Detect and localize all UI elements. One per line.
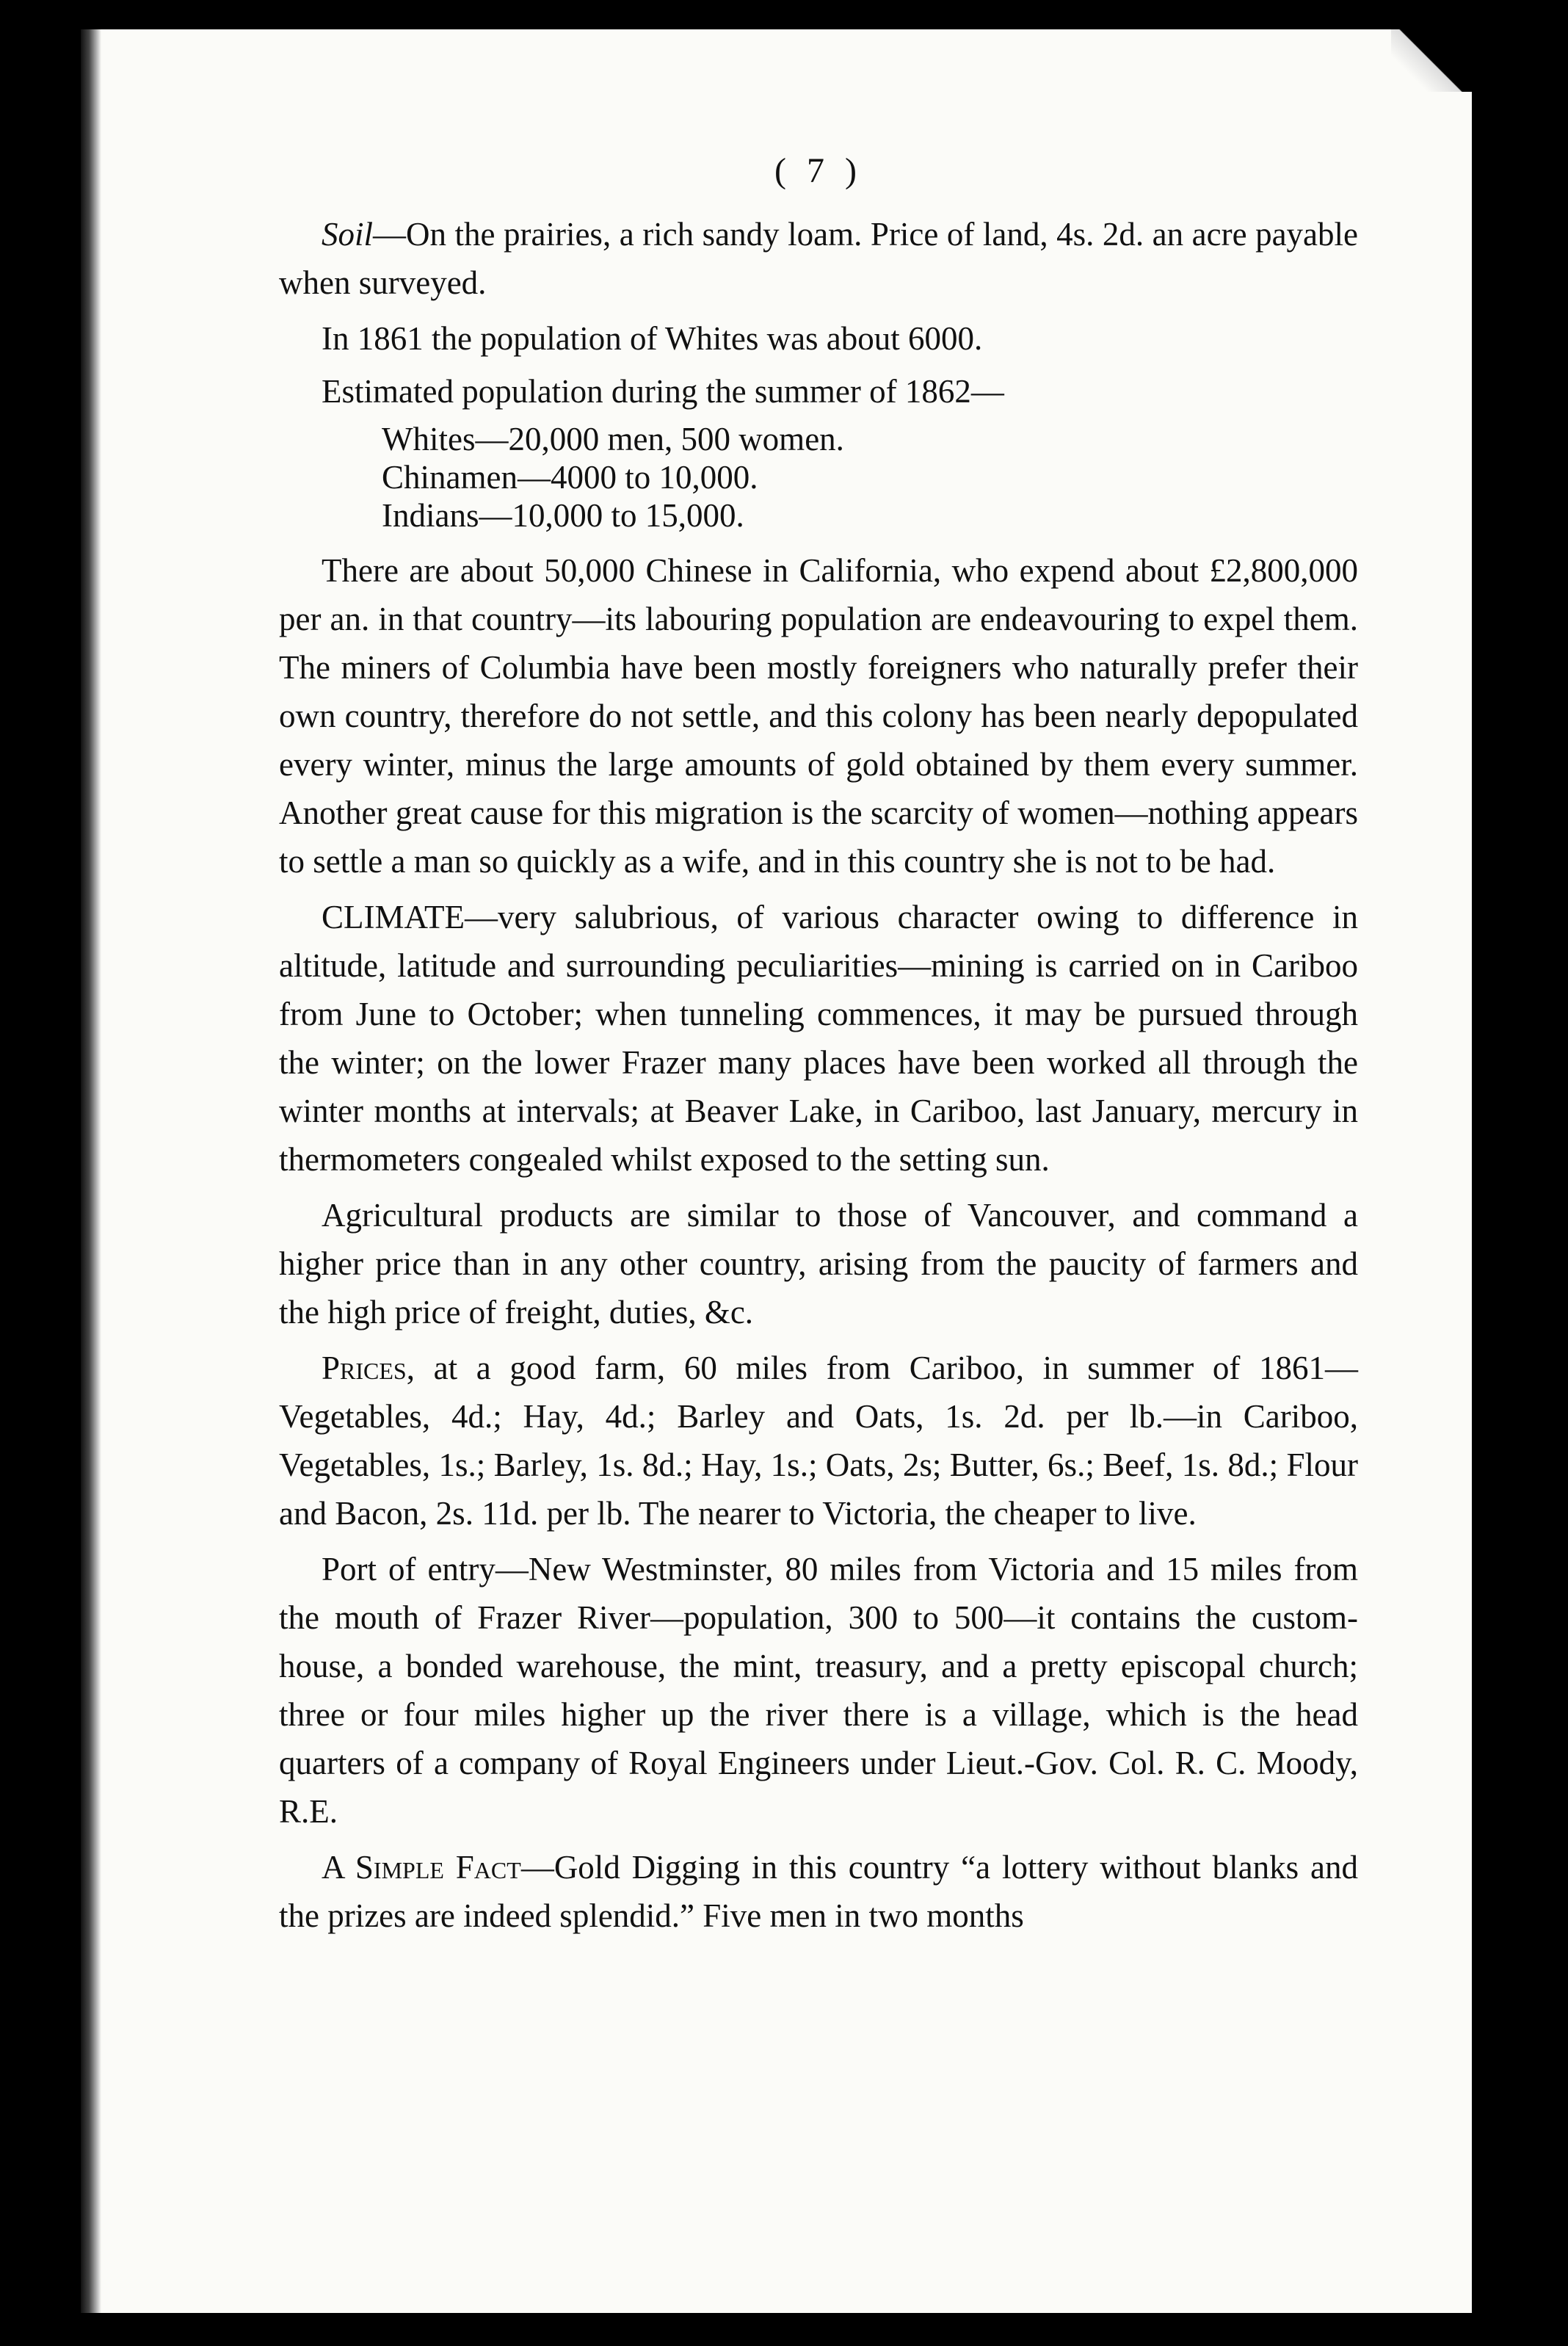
prices-paragraph: [279, 1344, 1358, 1538]
prices-text: , at a good farm, 60 miles from Cariboo, in summer of 1861—Vegetables, 4d.; Hay, 4d.; Barley and Oats, 1s. 2d. per lb.—in Cariboo, Vegetables, 1s.; Barley, 1s. 8d.; Hay, 1s.; Oats, 2s; Butter, 6s.; Beef, 1s. 8d.; Flour and Bacon, 2s. 11d. per lb. The nearer to Victoria, the cheaper to live.: [279, 1350, 1358, 1532]
estimate-list: [279, 420, 1358, 535]
estimate-item-whites: Whites—20,000 men, 500 women.: [382, 421, 844, 457]
population-1861: In 1861 the population of Whites was about 6000.: [322, 320, 983, 357]
binding-edge: [81, 29, 101, 2313]
simple-fact-lead: A Simple Fact: [322, 1849, 521, 1886]
estimate-item-indians: Indians—10,000 to 15,000.: [382, 497, 744, 534]
soil-lead: Soil: [322, 216, 374, 253]
simple-fact-paragraph: [279, 1843, 1358, 1940]
agriculture-paragraph: Agricultural products are similar to those of Vancouver, and command a higher price than in any other country, arising from the paucity of farmers and the high price of freight, duties, &c.: [279, 1197, 1358, 1331]
page-number: ( 7 ): [774, 151, 863, 190]
estimate-heading: Estimated population during the summer of 1862—: [322, 373, 1004, 410]
climate-text: —very salubrious, of various character owing to difference in altitude, latitude and surrounding peculiarities—mining is carried on in Cariboo from June to October; when tunneling commences, it may be pursued through the winter; on the lower Frazer many places have been worked all through the winter months at intervals; at Beaver Lake, in Cariboo, last January, mercury in thermometers congealed whilst exposed to the setting sun.: [279, 899, 1358, 1178]
simple-fact-text: —Gold Digging in this country “a lottery without blanks and the prizes are indeed splendid.” Five men in two months: [279, 1849, 1358, 1934]
page-text: [279, 147, 1358, 1947]
port-paragraph: Port of entry—New Westminster, 80 miles from Victoria and 15 miles from the mouth of Frazer River—population, 300 to 500—it contains the custom-house, a bonded warehouse, the mint, treasury, and a pretty episcopal church; three or four miles higher up the river there is a village, which is the head quarters of a company of Royal Engineers under Lieut.-Gov. Col. R. C. Moody, R.E.: [279, 1551, 1358, 1830]
soil-text: —On the prairies, a rich sandy loam. Price of land, 4s. 2d. an acre payable when surveyed.: [279, 216, 1358, 301]
chinese-paragraph: There are about 50,000 Chinese in California, who expend about £2,800,000 per an. in that country—its labouring population are endeavouring to expel them. The miners of Columbia have been mostly foreigners who naturally prefer their own country, therefore do not settle, and this colony has been nearly depopulated every winter, minus the large amounts of gold obtained by them every summer. Another great cause for this migration is the scarcity of women—nothing appears to settle a man so quickly as a wife, and in this country she is not to be had.: [279, 552, 1358, 880]
folded-corner: [1391, 29, 1472, 92]
estimate-item-chinamen: Chinamen—4000 to 10,000.: [382, 459, 758, 496]
climate-paragraph: [279, 893, 1358, 1184]
prices-lead: Prices: [322, 1350, 407, 1386]
climate-lead: CLIMATE: [322, 899, 465, 935]
soil-paragraph: [279, 210, 1358, 307]
